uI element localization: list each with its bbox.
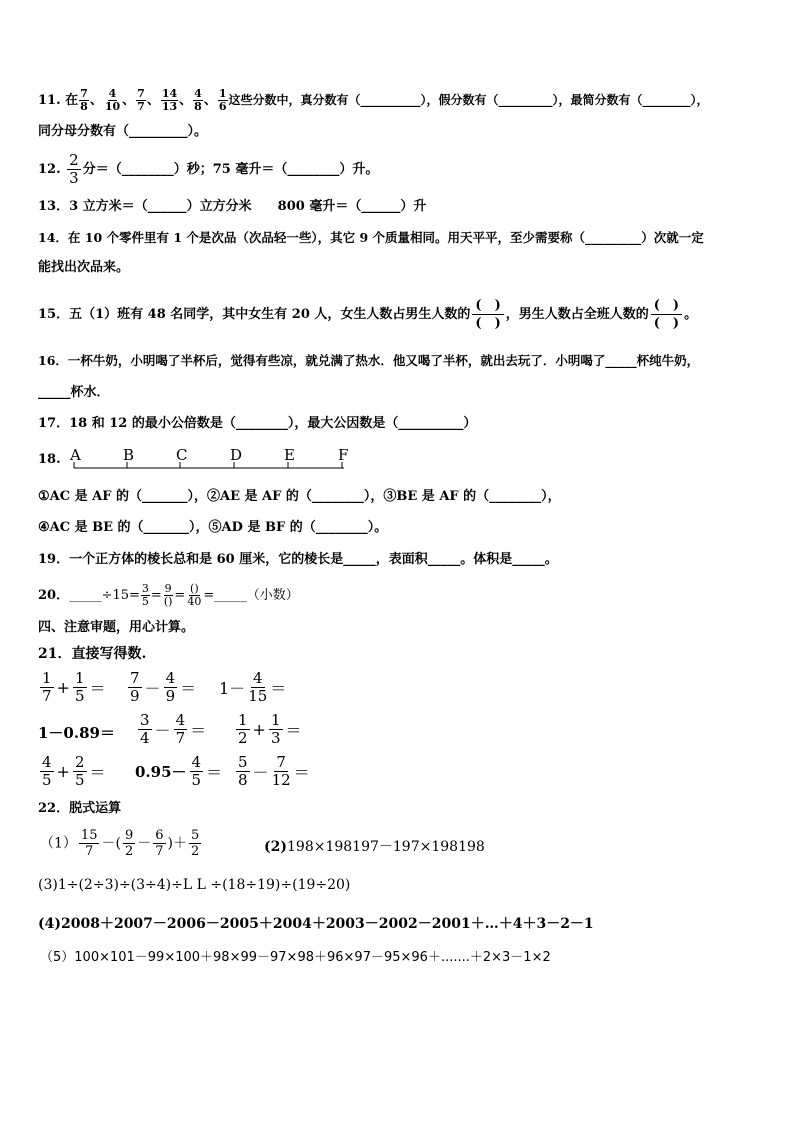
point-label: B	[123, 446, 135, 464]
point-label: E	[284, 446, 295, 464]
fraction: $\frac{3}{5}$	[141, 582, 149, 608]
blank-fraction: $\frac{( )}{( )}$	[651, 297, 682, 332]
blank-fraction: $\frac{( )}{( )}$	[472, 297, 503, 332]
point-label: F	[338, 446, 349, 464]
calc-item: $\frac{1}{2}$ + $\frac{1}{3}$ ＝	[238, 711, 302, 747]
calc-item: $\frac{1}{7}$ + $\frac{1}{5}$ ＝	[42, 669, 106, 705]
question-20: 20．_____÷15= $\frac{3}{5}$ = $\frac{9}{()}$ = $\frac{()}{40}$ =_____（小数）	[38, 582, 299, 608]
q18-segment-diagram	[66, 444, 356, 474]
q22-item-4: (4)2008＋2007－2006－2005＋2004＋2003－2002－2001＋…＋4＋3－2－1	[38, 916, 594, 932]
question-11-line-1: 11. 在 $\frac{7}{8}$ 、 $\frac{4}{10}$ 、 $\frac{7}{7}$ 、 $\frac{14}{13}$ 、 $\frac{4}{8}$ 、 $\frac{1}{6}$ 这些分数中，真分数有（__________），假分数有（_________），最简分数有（________），	[38, 87, 709, 113]
calc-item: 1－ $\frac{4}{15}$ ＝	[219, 669, 287, 705]
calc-item: 1－0.89＝	[38, 724, 115, 742]
fraction: $\frac{()}{40}$	[187, 582, 202, 608]
fraction: $\frac{7}{8}$	[80, 87, 88, 113]
calc-item: $\frac{5}{8}$ － $\frac{7}{12}$ ＝	[238, 753, 310, 789]
q22-item-5: （5）100×101－99×100＋98×99－97×98＋96×97－95×96＋.......＋2×3－1×2	[40, 950, 551, 965]
fraction: $\frac{4}{8}$	[194, 87, 202, 113]
question-13: 13．3 立方米＝（______）立方分米 800 毫升＝（______）升	[38, 199, 427, 214]
section-4-heading: 四、注意审题，用心计算。	[38, 620, 195, 635]
calc-item: $\frac{7}{9}$ － $\frac{4}{9}$ ＝	[130, 669, 197, 705]
calc-item: 0.95－ $\frac{4}{5}$ ＝	[135, 753, 223, 789]
question-16-line-1: 16．一杯牛奶，小明喝了半杯后，觉得有些凉，就兑满了热水．他又喝了半杯，就出去玩了．小明喝了_____杯纯牛奶，	[38, 353, 700, 368]
question-19: 19．一个正方体的棱长总和是 60 厘米，它的棱长是_____，表面积_____。体积是_____。	[38, 552, 558, 567]
question-16-line-2: _____杯水．	[38, 385, 110, 400]
fraction: $\frac{1}{6}$	[218, 87, 227, 113]
question-18-line-1: ①AC 是 AF 的（_______），②AE 是 AF 的（________），③BE 是 AF 的（________），	[38, 489, 561, 504]
question-11-line-2: 同分母分数有（_________）。	[38, 124, 208, 139]
q22-item-2: (2)198×198197－197×198198	[264, 839, 485, 855]
point-label: D	[230, 446, 243, 464]
question-22-title: 22．脱式运算	[38, 801, 122, 816]
q11-pre: 在	[65, 93, 79, 108]
q12-text: 分＝（________）秒；75 毫升＝（________）升。	[82, 162, 379, 177]
question-17: 17．18 和 12 的最小公倍数是（________），最大公因数是（__________）	[38, 416, 477, 431]
q22-item-3: (3)1÷(2÷3)÷(3÷4)÷L L ÷(18÷19)÷(19÷20)	[38, 877, 351, 893]
calc-item: $\frac{3}{4}$ － $\frac{4}{7}$ ＝	[140, 711, 207, 747]
q11-text-1: 这些分数中，真分数有（__________），假分数有（_________），最简分数有（________），	[228, 93, 709, 107]
point-label: C	[176, 446, 188, 464]
fraction: $\frac{4}{10}$	[104, 87, 121, 113]
fraction: $\frac{14}{13}$	[161, 87, 178, 113]
q12-number: 12.	[38, 162, 61, 177]
question-14-line-2: 能找出次品来。	[38, 260, 130, 275]
q15-text-2: ，男生人数占全班人数的	[505, 307, 649, 322]
question-14-line-1: 14．在 10 个零件里有 1 个是次品（次品轻一些），其它 9 个质量相同。用天平平，至少需要称（_________）次就一定	[38, 230, 704, 245]
fraction: $\frac{7}{7}$	[137, 87, 145, 113]
question-18-line-2: ④AC 是 BE 的（_______），⑤AD 是 BF 的（________）。	[38, 520, 388, 535]
q11-number: 11.	[38, 93, 61, 108]
q22-item-1: （1） $\frac{15}{7}$ －( $\frac{9}{2}$ － $\frac{6}{7}$ )＋ $\frac{5}{2}$	[40, 828, 200, 859]
question-12	[38, 152, 378, 187]
fraction: $\frac{2}{3}$	[69, 151, 79, 187]
point-label: A	[70, 446, 81, 464]
question-15: 15．五（1）班有 48 名同学，其中女生有 20 人，女生人数占男生人数的 $\frac{( )}{( )}$ ，男生人数占全班人数的 $\frac{( )}{( )}$ 。	[38, 298, 698, 331]
fraction: $\frac{9}{()}$	[163, 582, 173, 608]
question-21-title: 21．直接写得数.	[38, 646, 147, 662]
q18-number: 18.	[38, 452, 61, 467]
calc-item: $\frac{4}{5}$ + $\frac{2}{5}$ ＝	[42, 753, 106, 789]
q15-text-1: 15．五（1）班有 48 名同学，其中女生有 20 人，女生人数占男生人数的	[38, 307, 471, 322]
